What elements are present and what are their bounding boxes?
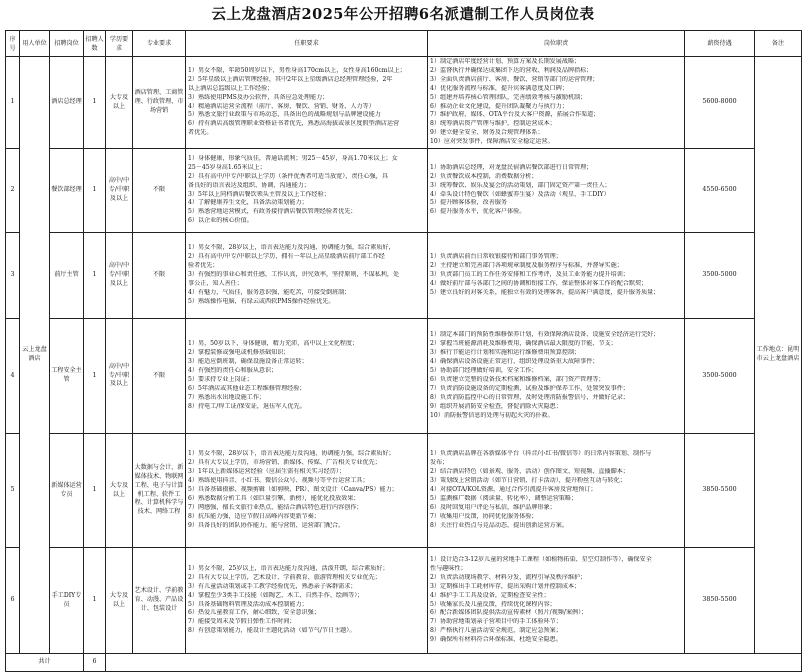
row-seq: 3: [6, 233, 20, 319]
row-count: 1: [84, 233, 106, 319]
total-empty: [106, 654, 802, 672]
duty-line: 3）定期推出手工耗材库存，提出采购计划并控制成本；: [430, 582, 581, 590]
duty-line: 5）监测推广数据（阅读量、转化率），调整运营策略；: [430, 494, 578, 502]
requirement-line: 者优先。: [188, 129, 213, 137]
duty-line: 8）统筹酒店资产管理与维护，控制运营成本；: [430, 120, 556, 128]
duty-line: 8）严格执行儿童活动安全规范，制定应急预案；: [430, 627, 562, 635]
position-table: [5, 30, 802, 672]
row-seq: 6: [6, 548, 20, 654]
duty-line: 1）负责酒店前台日常收银接待和部门事务管理；: [430, 253, 562, 261]
row-requirements: [186, 233, 428, 319]
row-count: 1: [84, 149, 106, 233]
duty-line: 4）牵头设计特色餐饮（如蜂蜜养生宴）及活动（观星、手工DIY）: [430, 190, 610, 198]
row-salary: 3500-5000: [685, 233, 755, 319]
duty-line: 8）负责消防监控中心的日常管理，及时处理消防报警信号，并做好记录；: [430, 393, 629, 401]
table-header-row: [6, 31, 802, 57]
duty-line: 1）协助酒店总经理，对龙盘民宿酒店餐饮部进行日常管理；: [430, 163, 593, 171]
requirement-line: 3）有强烈的事业心和责任感，工作认真，讲究效率，坚持原则，不谋私利，处: [188, 271, 400, 279]
requirement-line: 4）有魅力，气质佳，服务意识强，能吃苦，可接受倒班制；: [188, 288, 351, 296]
requirement-line: 8）抗压能力强，适应节假日高峰内容更新节奏；: [188, 512, 320, 520]
requirement-line: 3）能适应倒班制，确保设施设备正常运转；: [188, 358, 308, 366]
duty-line: 1）设计适合3-12岁儿童的营地手工课程（如植物拓染、星空灯制作等），确保安全: [430, 555, 652, 563]
table-row: [6, 57, 802, 149]
requirement-line: 7）能接受周末及节假日弹性工作时间；: [188, 618, 296, 626]
requirement-line: 1）男，50岁以下，身体健康，精力充沛，高中以上文化程度；: [188, 340, 359, 348]
table-row: [6, 233, 802, 319]
row-count: 1: [84, 434, 106, 548]
duty-line: 2）主持建立和完善部门各项规章制度及服务程序与标准，并督导实施；: [430, 262, 623, 270]
row-education: 大专及以上: [106, 548, 133, 654]
header-education: 学历要求: [106, 31, 133, 57]
duty-line: 4）做好前厅部与各部门之间的协调和衔接工作，保证整体对客工作的配合默契；: [430, 279, 648, 287]
requirement-line: 2）5年星级以上酒店管理经验，其中2年以上星级酒店总经理管理经验，2年: [188, 75, 393, 83]
row-seq: 5: [6, 434, 20, 548]
requirement-line: 以上酒店总监级以上工作经验；: [188, 84, 274, 92]
requirement-line: 6）以企业的核心价值。: [188, 217, 253, 225]
row-count: 1: [84, 57, 106, 149]
row-requirements: [186, 548, 428, 654]
duty-line: 6）提升服务水平，优化客户体验。: [430, 208, 526, 216]
header-employer: 用人单位: [20, 31, 50, 57]
row-major: 不限: [133, 319, 186, 434]
requirement-line: 1）男女不限，28岁以上，语言表达能力及沟通、协调能力强，综合素质好，: [188, 244, 395, 252]
duty-line: 7）负责消防设施设备的定期检测、试验及维护保养工作，处置突发事件；: [430, 384, 629, 392]
row-salary: 3850-5500: [685, 548, 755, 654]
duty-line: 3）负责部门员工的工作任务安排和工作考评，及员工业务能力提升培训；: [430, 271, 629, 279]
requirement-line: 6）5年酒店或其他业态工程维修管理经验；: [188, 384, 306, 392]
row-duties: [428, 434, 685, 548]
requirement-line: 7）熟悉出水出地设施工作；: [188, 393, 266, 401]
table-row: [6, 149, 802, 233]
duty-line: 10）应对突发事件，保障酒店安全稳定运营。: [430, 138, 554, 146]
requirement-line: 1）男女不限，年龄50周岁以下，男性身高170cm以上，女性身高160cm以上；: [188, 66, 406, 74]
duty-line: 5）提升顾客体验，改善服务: [430, 199, 508, 207]
requirement-line: 25－45岁身高1.65米以上；: [188, 163, 266, 171]
row-duties: [428, 233, 685, 319]
duty-line: 2）结合酒店特色（如景观、服务、活动）创作图文、短视频、直播脚本；: [430, 468, 629, 476]
row-salary: 5600-8000: [685, 57, 755, 149]
header-position: 招聘岗位: [50, 31, 84, 57]
requirement-line: 4）精通酒店运营全流程（前厅、客房、餐饮、营销、财务、人力等）: [188, 102, 375, 110]
employer-cell: 云上龙盘酒店: [20, 57, 50, 654]
row-duties: [428, 319, 685, 434]
duty-line: 性与趣味性；: [430, 564, 467, 572]
row-position: 工程安全主管: [50, 319, 84, 434]
header-count: 招聘人数: [84, 31, 106, 57]
duty-line: 9）建立健全安全、财务及合规管理体系；: [430, 129, 544, 137]
requirement-line: 5）熟悉营地运营模式，有政务接待酒店餐饮管理经验者优先；: [188, 208, 357, 216]
requirement-line: 5）熟练操作电脑，有绿云或西软PMS操作经验优先。: [188, 297, 335, 305]
requirement-line: 4）了解健康养生文化，具备活动策划能力；: [188, 199, 308, 207]
document-title: 云上龙盘酒店2025年公开招聘6名派遣制工作人员岗位表: [211, 6, 595, 23]
row-seq: 4: [6, 319, 20, 434]
row-education: 大专及以上: [106, 434, 133, 548]
requirement-line: 备良好的语言表达及组织、协调、沟通能力；: [188, 181, 310, 189]
requirement-line: 5）具备基础摄影、视频剪辑（如剪映、PR）、图文设计（Canva/PS）能力；: [188, 486, 398, 494]
row-salary: 3500-5000: [685, 319, 755, 434]
requirement-line: 8）持电工/焊工证/保安证，退伍军人优先。: [188, 402, 306, 410]
table-row: [6, 548, 802, 654]
row-education: 高中/中专/中职及以上: [106, 149, 133, 233]
row-position: 手工DIY专员: [50, 548, 84, 654]
row-requirements: [186, 434, 428, 548]
row-position: 酒店总经理: [50, 57, 84, 149]
header-major: 专业要求: [133, 31, 186, 57]
requirement-line: 6）热爱儿童教育工作，耐心细致，安全意识强；: [188, 609, 320, 617]
requirement-line: 6）熟悉数据分析工具（如巨量引擎、新榜），能优化投放效果；: [188, 494, 360, 502]
document: [5, 4, 801, 666]
header-remarks: 备注: [755, 31, 802, 57]
duty-line: 4）对接OTA/KOL资源，通过合作引流提升客房及营地预订；: [430, 486, 597, 494]
requirement-line: 1）男女不限，25岁以上，语言表达能力及沟通，活泼开朗，综合素质好；: [188, 564, 389, 572]
requirement-line: 2）具有高中/中专/中职以上学历，拥有一年以上高星级酒店前厅部工作经: [188, 253, 385, 261]
duty-line: 2）负责餐饮成本控制，消费数据分析；: [430, 172, 538, 180]
table-body: [6, 57, 802, 672]
header-duties: 岗位职责: [428, 31, 685, 57]
row-education: 高中/中专/中职及以上: [106, 233, 133, 319]
duty-line: 1）制定酒店年度经营计划、预算方案及长期发展战略；: [430, 57, 581, 65]
duty-line: 2）负责活动现场教学、材料分发、流程引导及秩序维护；: [430, 573, 587, 581]
row-position: 餐饮部经理: [50, 149, 84, 233]
table-row: [6, 319, 802, 434]
duty-line: 5）协助部门经理做好培训，安全工作；: [430, 367, 538, 375]
requirement-line: 5）熟悉文旅行业政策与市场动态，具备出色的战略规划与品牌建设能力: [188, 111, 381, 119]
duty-line: 1）制定本部门的预防性维修保养计划，有效保障酒店设备、设施安全经济运行完好；: [430, 331, 660, 339]
requirement-line: 3）有儿童活动策划或手工教学经验优先，熟悉亲子客群需求；: [188, 582, 357, 590]
duty-line: 发布；: [430, 459, 449, 467]
duty-line: 6）及时回复用户评论与私信，维护品牌形象；: [430, 503, 556, 511]
total-count: 6: [84, 654, 106, 672]
requirement-line: 5）要求持专业上岗证；: [188, 376, 253, 383]
duty-line: 2）监督执行并确保达成集团下达的营收、利润及品牌指标；: [430, 66, 593, 74]
requirement-line: 6）持有酒店高级管理职业资格证书者优先，熟悉高海拔或景区度假型酒店运营: [188, 120, 400, 128]
duty-line: 10）消防报警信息的处理与初起火灾的扑救。: [430, 411, 554, 419]
duty-line: 6）负责建立完整的设备技术档案和维修档案，部门资产管理等；: [430, 376, 605, 383]
requirement-line: 2）具有高中/中专/中职以上学历（条件优秀者可适当放宽），责任心强，具: [188, 172, 388, 180]
duty-line: 7）收集用户反馈，协同优化服务体验；: [430, 512, 538, 520]
row-requirements: [186, 57, 428, 149]
duty-line: 3）全面负责酒店前厅、客房、餐饮、营销等部门的运营管理；: [430, 75, 599, 83]
duty-line: 5）建立良好的对客关系，能独立有效的处理客诉，提高客户满意度，提升服务质量；: [430, 288, 660, 296]
row-major: 艺术设计、学前教育、动漫、产品设计、包装设计: [133, 548, 186, 654]
row-salary: 3850-5500: [685, 434, 755, 548]
duty-line: 6）推动企业文化建设，提升团队凝聚力与执行力；: [430, 102, 568, 110]
duty-line: 5）组建并培养核心管理团队，完善绩效考核与激励机制；: [430, 93, 587, 101]
row-seq: 1: [6, 57, 20, 149]
row-education: 高中/中专/中职及以上: [106, 319, 133, 434]
duty-line: 4）优化服务流程与标准，提升宾客满意度及口碑；: [430, 84, 568, 92]
total-row: [6, 654, 802, 672]
requirement-line: 2）具有大专以上学历，市场营销、新媒体、传媒、广告相关专业优先；: [188, 459, 381, 467]
requirement-line: 1）身体健康，形象气质佳，普通话流利；男25－45岁，身高1.70米以上；女: [188, 154, 398, 162]
duty-line: 6）配合新媒体团队提供活动宣传素材（照片/视频/案例）；: [430, 609, 588, 617]
requirement-line: 事公正，知人善任；: [188, 279, 243, 287]
duty-line: 7）维护政府、媒体、OTA平台及大客户资源，拓展合作渠道；: [430, 111, 600, 119]
requirement-line: 3）1年以上新媒体运营经验（应届生需有相关实习经历）；: [188, 468, 346, 476]
requirement-line: 7）网感强，擅长文旅行业热点，能结合酒店特色进行内容创作；: [188, 503, 363, 511]
table-row: [6, 434, 802, 548]
row-salary: 4550-6500: [685, 149, 755, 233]
requirement-line: 5）具备基础物料管理及活动成本控制能力；: [188, 600, 308, 608]
row-count: 1: [84, 319, 106, 434]
requirement-line: 4）掌握至少3类手工技能（如陶艺、木工、自然手作、绘画等）；: [188, 591, 364, 599]
row-seq: 2: [6, 149, 20, 233]
row-major: 大数据与会计、新媒体技术、物联网工程、电子与计算机工程、软件工程、计算机科学与技术、网络工程: [133, 434, 186, 548]
row-requirements: [186, 319, 428, 434]
duty-line: 3）统筹餐饮、娱乐及宴会的活动策划，部门固定资产第一责任人；: [430, 181, 611, 189]
duty-line: 3）推行节能运行计划和实施和运行维修费用预算控制；: [430, 349, 581, 357]
requirement-line: 3）5年以上同档酒店餐饮领头主管及以上工作经验；: [188, 190, 330, 198]
row-major: 不限: [133, 149, 186, 233]
duty-line: 4）维护手工工具及设备，定期检查安全性；: [430, 591, 550, 599]
requirement-line: 2）具有大专以上学历，艺术设计、学前教育、旅游管理相关专业优先；: [188, 573, 381, 581]
requirement-line: 1）男女不限，28岁以下，语言表达能力及沟通、协调能力强，综合素质好；: [188, 450, 395, 458]
duty-line: 8）关注行业热点与竞品动态，提出创新运营方案。: [430, 521, 568, 529]
duty-line: 2）掌握当班能源消耗及维修费用，确保酒店最大限度的节能、节支；: [430, 340, 617, 348]
row-major: 不限: [133, 233, 186, 319]
row-major: 酒店管理、工商管理、行政管理、市场营销: [133, 57, 186, 149]
header-salary: 薪资待遇: [685, 31, 755, 57]
requirement-line: 8）有创意策划能力，能设计主题化活动（如节气/节日主题）。: [188, 627, 356, 635]
duty-line: 9）组织开展消防安全检查，督促消除火灾隐患；: [430, 402, 562, 410]
duty-line: 3）策划线上营销活动（如节日营销、打卡活动），提升粉丝互动与转化；: [430, 477, 626, 485]
row-count: 1: [84, 548, 106, 654]
header-requirements: 任职要求: [186, 31, 428, 57]
requirement-line: 4）熟练使用抖音、小红书、微信公众号、视频号等平台运营工具；: [188, 477, 369, 485]
row-duties: [428, 548, 685, 654]
row-position: 前厅主管: [50, 233, 84, 319]
row-duties: [428, 57, 685, 149]
row-requirements: [186, 149, 428, 233]
row-duties: [428, 149, 685, 233]
requirement-line: 验者优先；: [188, 262, 219, 270]
duty-line: 7）协助营地策划亲子营项目中的手工体验环节；: [430, 618, 562, 626]
requirement-line: 3）熟练使用PMS及办公软件，具备应急处理能力；: [188, 93, 329, 101]
requirement-line: 4）有强烈的责任心和服从意识；: [188, 367, 278, 375]
duty-line: 4）确保酒店设备设施正常运行，组织处理设备重大故障事件；: [430, 358, 599, 366]
row-education: 大专及以上: [106, 57, 133, 149]
duty-line: 5）收集家长及儿童反馈，持续优化课程内容；: [430, 600, 556, 608]
duty-line: 1）负责酒店品牌在各新媒体平台（抖音/小红书/微信等）的日常内容策划、制作与: [430, 450, 652, 458]
requirement-line: 2）掌握装修或强电或机修基础知识；: [188, 349, 290, 357]
requirement-line: 9）具备良好的团队协作能力，能与营销、运营部门配合。: [188, 521, 345, 529]
remarks-cell: 工作地点：昆明市云上龙盘酒店: [755, 57, 802, 654]
duty-line: 9）确保所有材料符合环保标准，杜绝安全隐患。: [430, 636, 562, 644]
total-label: 共计: [6, 654, 84, 672]
header-seq: 序号: [6, 31, 20, 57]
row-position: 新媒体运营专员: [50, 434, 84, 548]
